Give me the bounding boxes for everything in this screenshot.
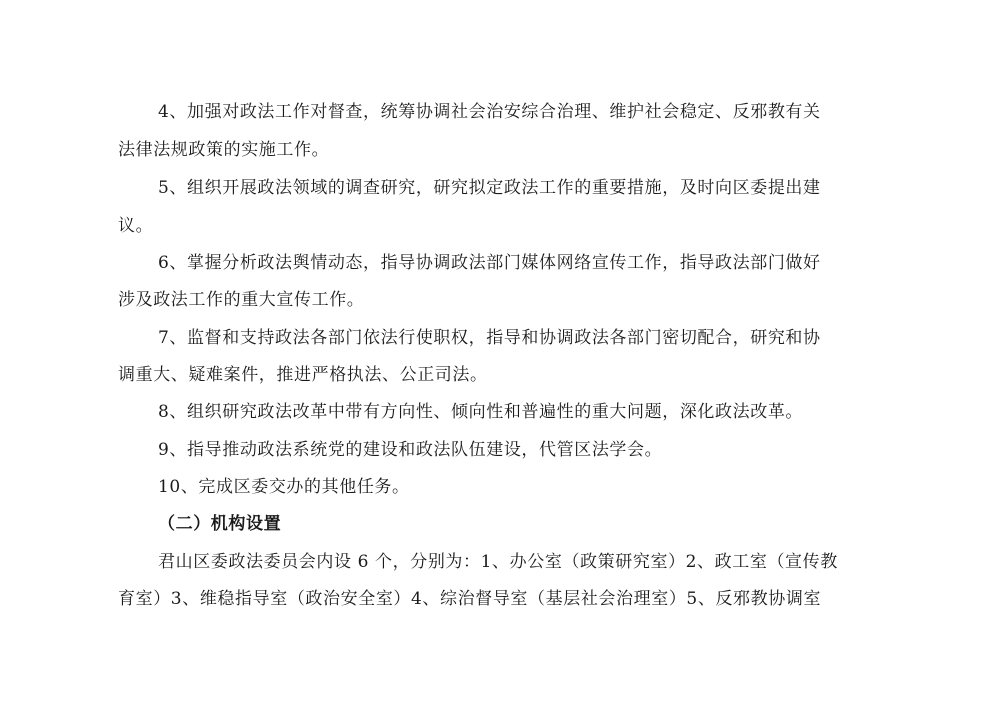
item-9-line: 9、指导推动政法系统党的建设和政法队伍建设，代管区法学会。: [158, 440, 663, 460]
section-heading: （二）机构设置: [158, 514, 282, 534]
item-8-line: 8、组织研究政法改革中带有方向性、倾向性和普遍性的重大问题，深化政法改革。: [158, 402, 804, 422]
item-10-line: 10、完成区委交办的其他任务。: [158, 477, 410, 497]
item-6-line-2: 涉及政法工作的重大宣传工作。: [118, 290, 365, 310]
item-6-line-1: 6、掌握分析政法舆情动态，指导协调政法部门媒体网络宣传工作，指导政法部门做好: [158, 253, 821, 273]
item-5-line-1: 5、组织开展政法领域的调查研究，研究拟定政法工作的重要措施，及时向区委提出建: [158, 178, 821, 198]
item-5-line-2: 议。: [118, 216, 154, 236]
paragraph-line-2: 育室）3、维稳指导室（政治安全室）4、综治督导室（基层社会治理室）5、反邪教协调室: [118, 589, 822, 609]
paragraph-line-1: 君山区委政法委员会内设 6 个，分别为：1、办公室（政策研究室）2、政工室（宣传教: [158, 552, 838, 572]
item-4-line-1: 4、加强对政法工作对督查，统筹协调社会治安综合治理、维护社会稳定、反邪教有关: [158, 102, 821, 122]
item-4-line-2: 法律法规政策的实施工作。: [118, 140, 330, 160]
item-7-line-1: 7、监督和支持政法各部门依法行使职权，指导和协调政法各部门密切配合，研究和协: [158, 328, 821, 348]
item-7-line-2: 调重大、疑难案件，推进严格执法、公正司法。: [118, 365, 488, 385]
